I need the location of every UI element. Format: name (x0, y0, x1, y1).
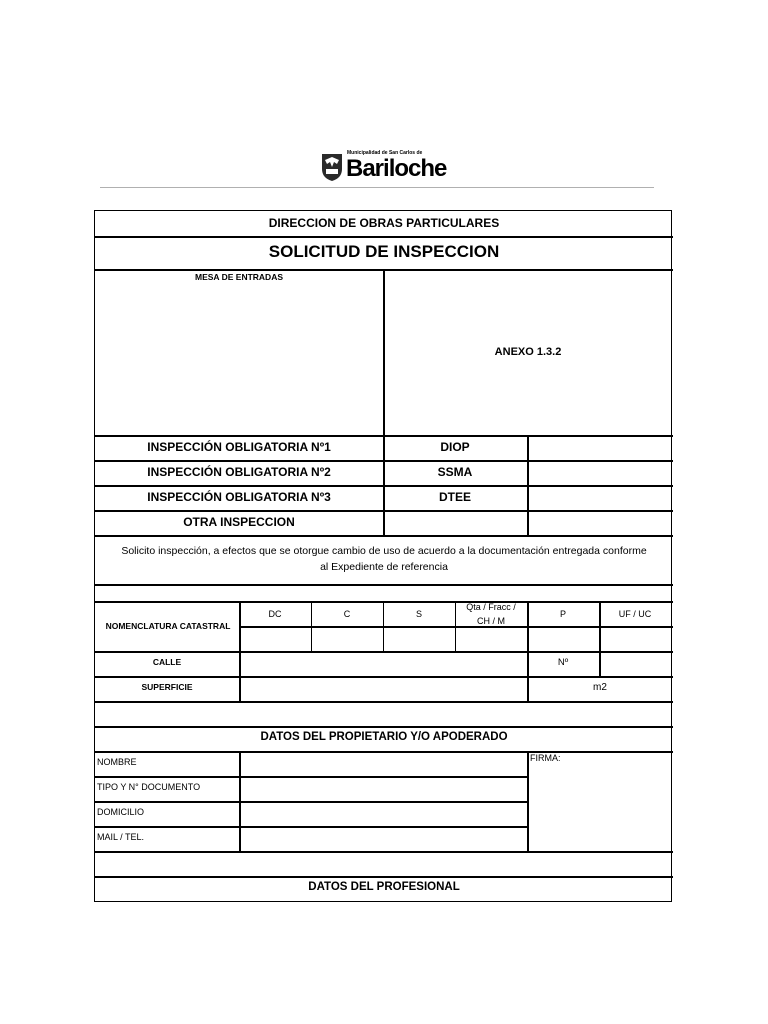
numero-field[interactable] (601, 653, 671, 675)
documento-field[interactable] (241, 778, 526, 800)
nombre-label: NOMBRE (97, 757, 137, 767)
inspection-2-code: SSMA (437, 465, 473, 479)
form-title: SOLICITUD DE INSPECCION (268, 242, 500, 261)
other-inspection-field[interactable] (385, 512, 525, 534)
logo-big-text: Bariloche (346, 155, 447, 182)
nomenclatura-col-s: S (415, 609, 423, 619)
superficie-label: SUPERFICIE (141, 682, 193, 692)
calle-field[interactable] (241, 653, 526, 675)
superficie-field[interactable] (241, 678, 526, 700)
nomenclatura-col-uf: UF / UC (618, 609, 652, 619)
firma-area[interactable] (529, 767, 671, 849)
inspection-form (94, 210, 672, 902)
profesional-heading: DATOS DEL PROFESIONAL (308, 881, 460, 893)
nomenclatura-col-dc: DC (268, 609, 282, 619)
documento-label: TIPO Y N° DOCUMENTO (97, 782, 201, 792)
logo-small-text: Municipalidad de San Carlos de (347, 150, 423, 156)
inspection-1-checkbox[interactable] (529, 437, 671, 459)
request-text-line1: Solicito inspección, a efectos que se otorgue cambio de uso de acuerdo a la documentación entregada conforme (121, 545, 647, 557)
inspection-3-code: DTEE (438, 490, 472, 504)
nomenclatura-col-p: P (559, 609, 567, 619)
inspection-1-code: DIOP (440, 440, 470, 454)
domicilio-label: DOMICILIO (97, 807, 145, 817)
domicilio-field[interactable] (241, 803, 526, 825)
nomenclatura-label: NOMENCLATURA CATASTRAL (105, 621, 231, 631)
inspection-3-label: INSPECCIÓN OBLIGATORIA Nº3 (147, 490, 331, 504)
nomenclatura-col-qta-line2: CH / M (477, 616, 505, 626)
request-text-line2: al Expediente de referencia (320, 561, 448, 573)
nombre-field[interactable] (241, 753, 526, 775)
header-divider (100, 187, 654, 188)
inspection-2-checkbox[interactable] (529, 462, 671, 484)
firma-label: FIRMA: (530, 753, 561, 763)
calle-label: CALLE (152, 657, 182, 667)
department-heading: DIRECCION DE OBRAS PARTICULARES (268, 216, 500, 230)
inspection-2-label: INSPECCIÓN OBLIGATORIA Nº2 (147, 465, 331, 479)
inspection-3-checkbox[interactable] (529, 487, 671, 509)
other-inspection-checkbox[interactable] (529, 512, 671, 534)
unidad-label: m2 (593, 682, 607, 693)
numero-label: Nº (557, 657, 569, 668)
propietario-heading: DATOS DEL PROPIETARIO Y/O APODERADO (260, 731, 508, 743)
mail-tel-field[interactable] (241, 828, 526, 850)
shield-icon (320, 152, 344, 182)
nomenclatura-col-c: C (343, 609, 351, 619)
mail-tel-label: MAIL / TEL. (97, 832, 145, 842)
mesa-entradas-label: MESA DE ENTRADAS (195, 272, 283, 282)
inspection-1-label: INSPECCIÓN OBLIGATORIA Nº1 (147, 440, 331, 454)
municipality-logo (320, 150, 447, 186)
other-inspection-label: OTRA INSPECCION (183, 515, 295, 529)
anexo-label: ANEXO 1.3.2 (494, 346, 562, 358)
nomenclatura-col-qta: Qta / Fracc / (466, 602, 516, 612)
